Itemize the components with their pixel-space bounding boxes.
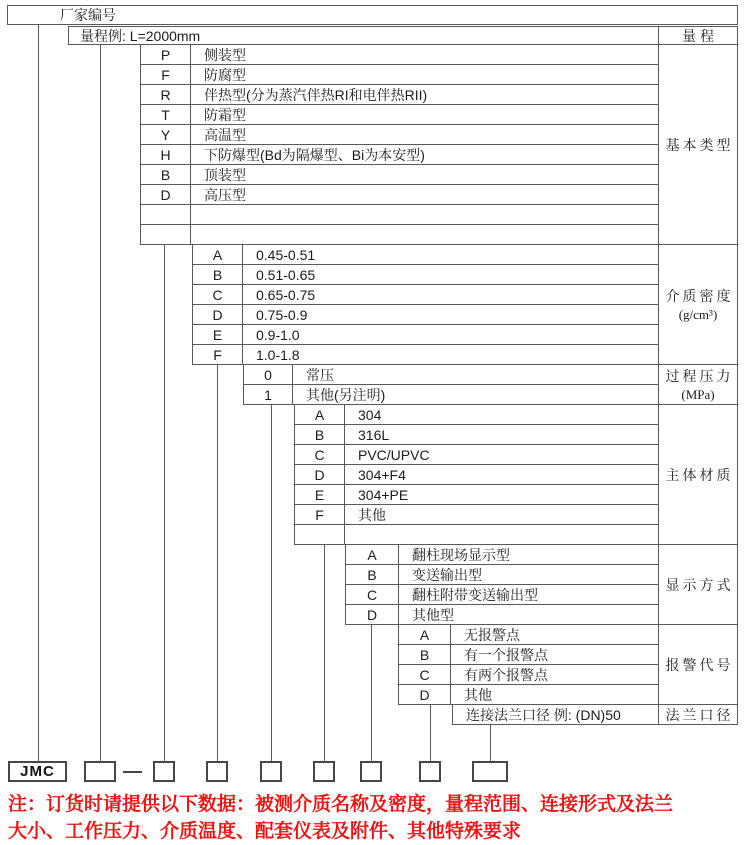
- category-label-text: 过程压力: [665, 370, 734, 385]
- code-cell: P: [141, 45, 191, 64]
- code-cell: 1: [244, 385, 293, 404]
- model-code-box-display: [360, 761, 382, 782]
- desc-cell: PVC/UPVC: [358, 446, 430, 463]
- desc-cell: 翻柱现场显示型: [412, 546, 510, 563]
- desc-cell: 防腐型: [204, 66, 246, 83]
- order-note: [8, 791, 750, 845]
- order-note-line1: 注：订货时请提供以下数据：被测介质名称及密度，量程范围、连接形式及法兰: [8, 794, 674, 815]
- section-pressure: [243, 365, 659, 405]
- model-code-box-flange: [472, 761, 508, 782]
- desc-cell: 高压型: [204, 186, 246, 203]
- model-code-box-density: [206, 761, 228, 782]
- code-cell: C: [193, 285, 243, 304]
- table-row: [140, 165, 659, 185]
- code-cell: R: [141, 85, 191, 104]
- order-note-line2: 大小、工作压力、介质温度、配套仪表及附件、其他特殊要求: [8, 821, 522, 842]
- category-label-pressure: [659, 365, 738, 405]
- desc-cell: 有两个报警点: [464, 666, 548, 683]
- code-cell: C: [346, 585, 399, 604]
- range-row: [68, 26, 738, 45]
- code-cell: B: [295, 425, 345, 444]
- table-row: [345, 585, 659, 605]
- desc-cell: 304: [358, 406, 382, 423]
- desc-cell: 0.9-1.0: [256, 326, 300, 343]
- category-label-display: [659, 545, 738, 625]
- factory-code-label: 厂家编号: [60, 7, 116, 23]
- table-row: [243, 365, 659, 385]
- desc-cell: 高温型: [204, 126, 246, 143]
- code-cell: T: [141, 105, 191, 124]
- desc-cell: 伴热型(分为蒸汽伴热RI和电伴热RII): [204, 86, 428, 103]
- category-label-text: 法兰口径: [665, 708, 734, 724]
- code-cell: F: [295, 505, 345, 524]
- model-code-box-material: [313, 761, 335, 782]
- table-row: [140, 65, 659, 85]
- code-cell: A: [399, 625, 451, 644]
- model-prefix-box: JMC: [8, 761, 67, 782]
- table-row: [192, 245, 659, 265]
- separator-dash: [123, 771, 142, 773]
- desc-cell: 翻柱附带变送输出型: [412, 586, 538, 603]
- code-cell: A: [346, 545, 399, 564]
- connector-line-range: [100, 45, 101, 762]
- section-material: [294, 405, 659, 545]
- code-cell: E: [193, 325, 243, 344]
- desc-cell: 无报警点: [464, 626, 520, 643]
- section-density: [192, 245, 659, 365]
- section-basic: [140, 45, 659, 245]
- table-row: [294, 465, 659, 485]
- desc-cell: 其他(另注明): [306, 386, 386, 403]
- table-row: [140, 145, 659, 165]
- category-label-alarm: [659, 625, 738, 705]
- category-label-unit: (g/cm³): [678, 307, 718, 322]
- range-category-label: 量程: [658, 27, 737, 44]
- desc-cell: 316L: [358, 426, 390, 443]
- model-code-box-pressure: [260, 761, 282, 782]
- table-row: [345, 605, 659, 625]
- table-row: [294, 425, 659, 445]
- table-row: [345, 545, 659, 565]
- desc-cell: 侧装型: [204, 46, 246, 63]
- section-flange: [452, 705, 659, 725]
- desc-cell: 其他: [358, 506, 386, 523]
- factory-code-row: [7, 5, 738, 25]
- category-label-text: 报警代号: [665, 658, 734, 674]
- code-cell: C: [295, 445, 345, 464]
- table-row: [140, 105, 659, 125]
- table-row: [345, 565, 659, 585]
- code-cell: A: [295, 405, 345, 424]
- category-label-material: [659, 405, 738, 545]
- desc-cell: 0.65-0.75: [256, 286, 316, 303]
- connector-line-display: [371, 625, 372, 762]
- code-cell: F: [141, 65, 191, 84]
- table-row: [192, 265, 659, 285]
- section-display: [345, 545, 659, 625]
- table-row: [398, 625, 659, 645]
- model-code-box-alarm: [419, 761, 441, 782]
- table-row: [243, 385, 659, 405]
- connector-line-pressure: [271, 405, 272, 762]
- desc-cell: 顶装型: [204, 166, 246, 183]
- category-label-unit: (MPa): [681, 387, 715, 402]
- table-row: [452, 705, 659, 725]
- table-row: [294, 445, 659, 465]
- desc-cell: 下防爆型(Bd为隔爆型、Bi为本安型): [204, 146, 425, 163]
- category-label-basic: [659, 45, 738, 245]
- desc-cell: 304+PE: [358, 486, 409, 503]
- desc-cell: 变送输出型: [412, 566, 482, 583]
- code-cell: D: [346, 605, 399, 624]
- table-row: [192, 345, 659, 365]
- connector-line-alarm: [430, 705, 431, 762]
- table-row: [192, 285, 659, 305]
- table-row: [140, 45, 659, 65]
- desc-cell: 其他: [464, 686, 492, 703]
- desc-cell: 防霜型: [204, 106, 246, 123]
- code-cell: [295, 525, 345, 544]
- code-cell: A: [193, 245, 243, 264]
- table-row: [140, 185, 659, 205]
- code-cell: F: [193, 345, 243, 364]
- desc-cell: 0.45-0.51: [256, 246, 316, 263]
- section-alarm: [398, 625, 659, 705]
- code-cell: H: [141, 145, 191, 164]
- desc-cell: [345, 525, 658, 544]
- code-cell: [141, 205, 191, 224]
- category-label-text: 基本类型: [665, 138, 734, 154]
- code-cell: B: [141, 165, 191, 184]
- code-cell: D: [141, 185, 191, 204]
- desc-cell: 1.0-1.8: [256, 346, 300, 363]
- code-cell: Y: [141, 125, 191, 144]
- model-code-box-basic: [153, 761, 175, 782]
- code-cell: D: [295, 465, 345, 484]
- desc-cell: [191, 225, 658, 244]
- table-row: [398, 665, 659, 685]
- table-row: [140, 125, 659, 145]
- code-cell: B: [346, 565, 399, 584]
- table-row: [140, 205, 659, 225]
- table-row: [140, 85, 659, 105]
- desc-cell: 其他型: [412, 606, 454, 623]
- category-label-flange: [659, 705, 738, 725]
- model-code-box-range: [84, 761, 116, 782]
- connector-line-material: [324, 545, 325, 762]
- category-label-density: [659, 245, 738, 365]
- desc-cell: 有一个报警点: [464, 646, 548, 663]
- range-example-label: 量程例: L=2000mm: [80, 27, 201, 44]
- desc-cell: 常压: [306, 366, 334, 383]
- connector-line-flange: [490, 725, 491, 762]
- category-label-text: 主体材质: [665, 468, 734, 484]
- connector-line-basic: [164, 245, 165, 762]
- desc-cell: 304+F4: [358, 466, 406, 483]
- code-cell: D: [193, 305, 243, 324]
- connector-line-factory: [38, 25, 39, 762]
- table-row: [294, 505, 659, 525]
- table-row: [294, 485, 659, 505]
- code-cell: C: [399, 665, 451, 684]
- table-row: [398, 685, 659, 705]
- table-row: [192, 305, 659, 325]
- connector-line-density: [217, 365, 218, 762]
- table-row: [140, 225, 659, 245]
- table-row: [294, 405, 659, 425]
- desc-cell: 0.51-0.65: [256, 266, 316, 283]
- desc-cell: 0.75-0.9: [256, 306, 308, 323]
- code-cell: B: [193, 265, 243, 284]
- desc-cell: 连接法兰口径 例: (DN)50: [466, 706, 621, 723]
- code-cell: D: [399, 685, 451, 704]
- code-cell: 0: [244, 365, 293, 384]
- code-cell: [141, 225, 191, 244]
- category-label-text: 介质密度: [665, 290, 734, 305]
- code-cell: B: [399, 645, 451, 664]
- code-cell: E: [295, 485, 345, 504]
- table-row: [192, 325, 659, 345]
- table-row: [294, 525, 659, 545]
- desc-cell: [191, 205, 658, 224]
- category-label-text: 显示方式: [665, 578, 734, 594]
- table-row: [398, 645, 659, 665]
